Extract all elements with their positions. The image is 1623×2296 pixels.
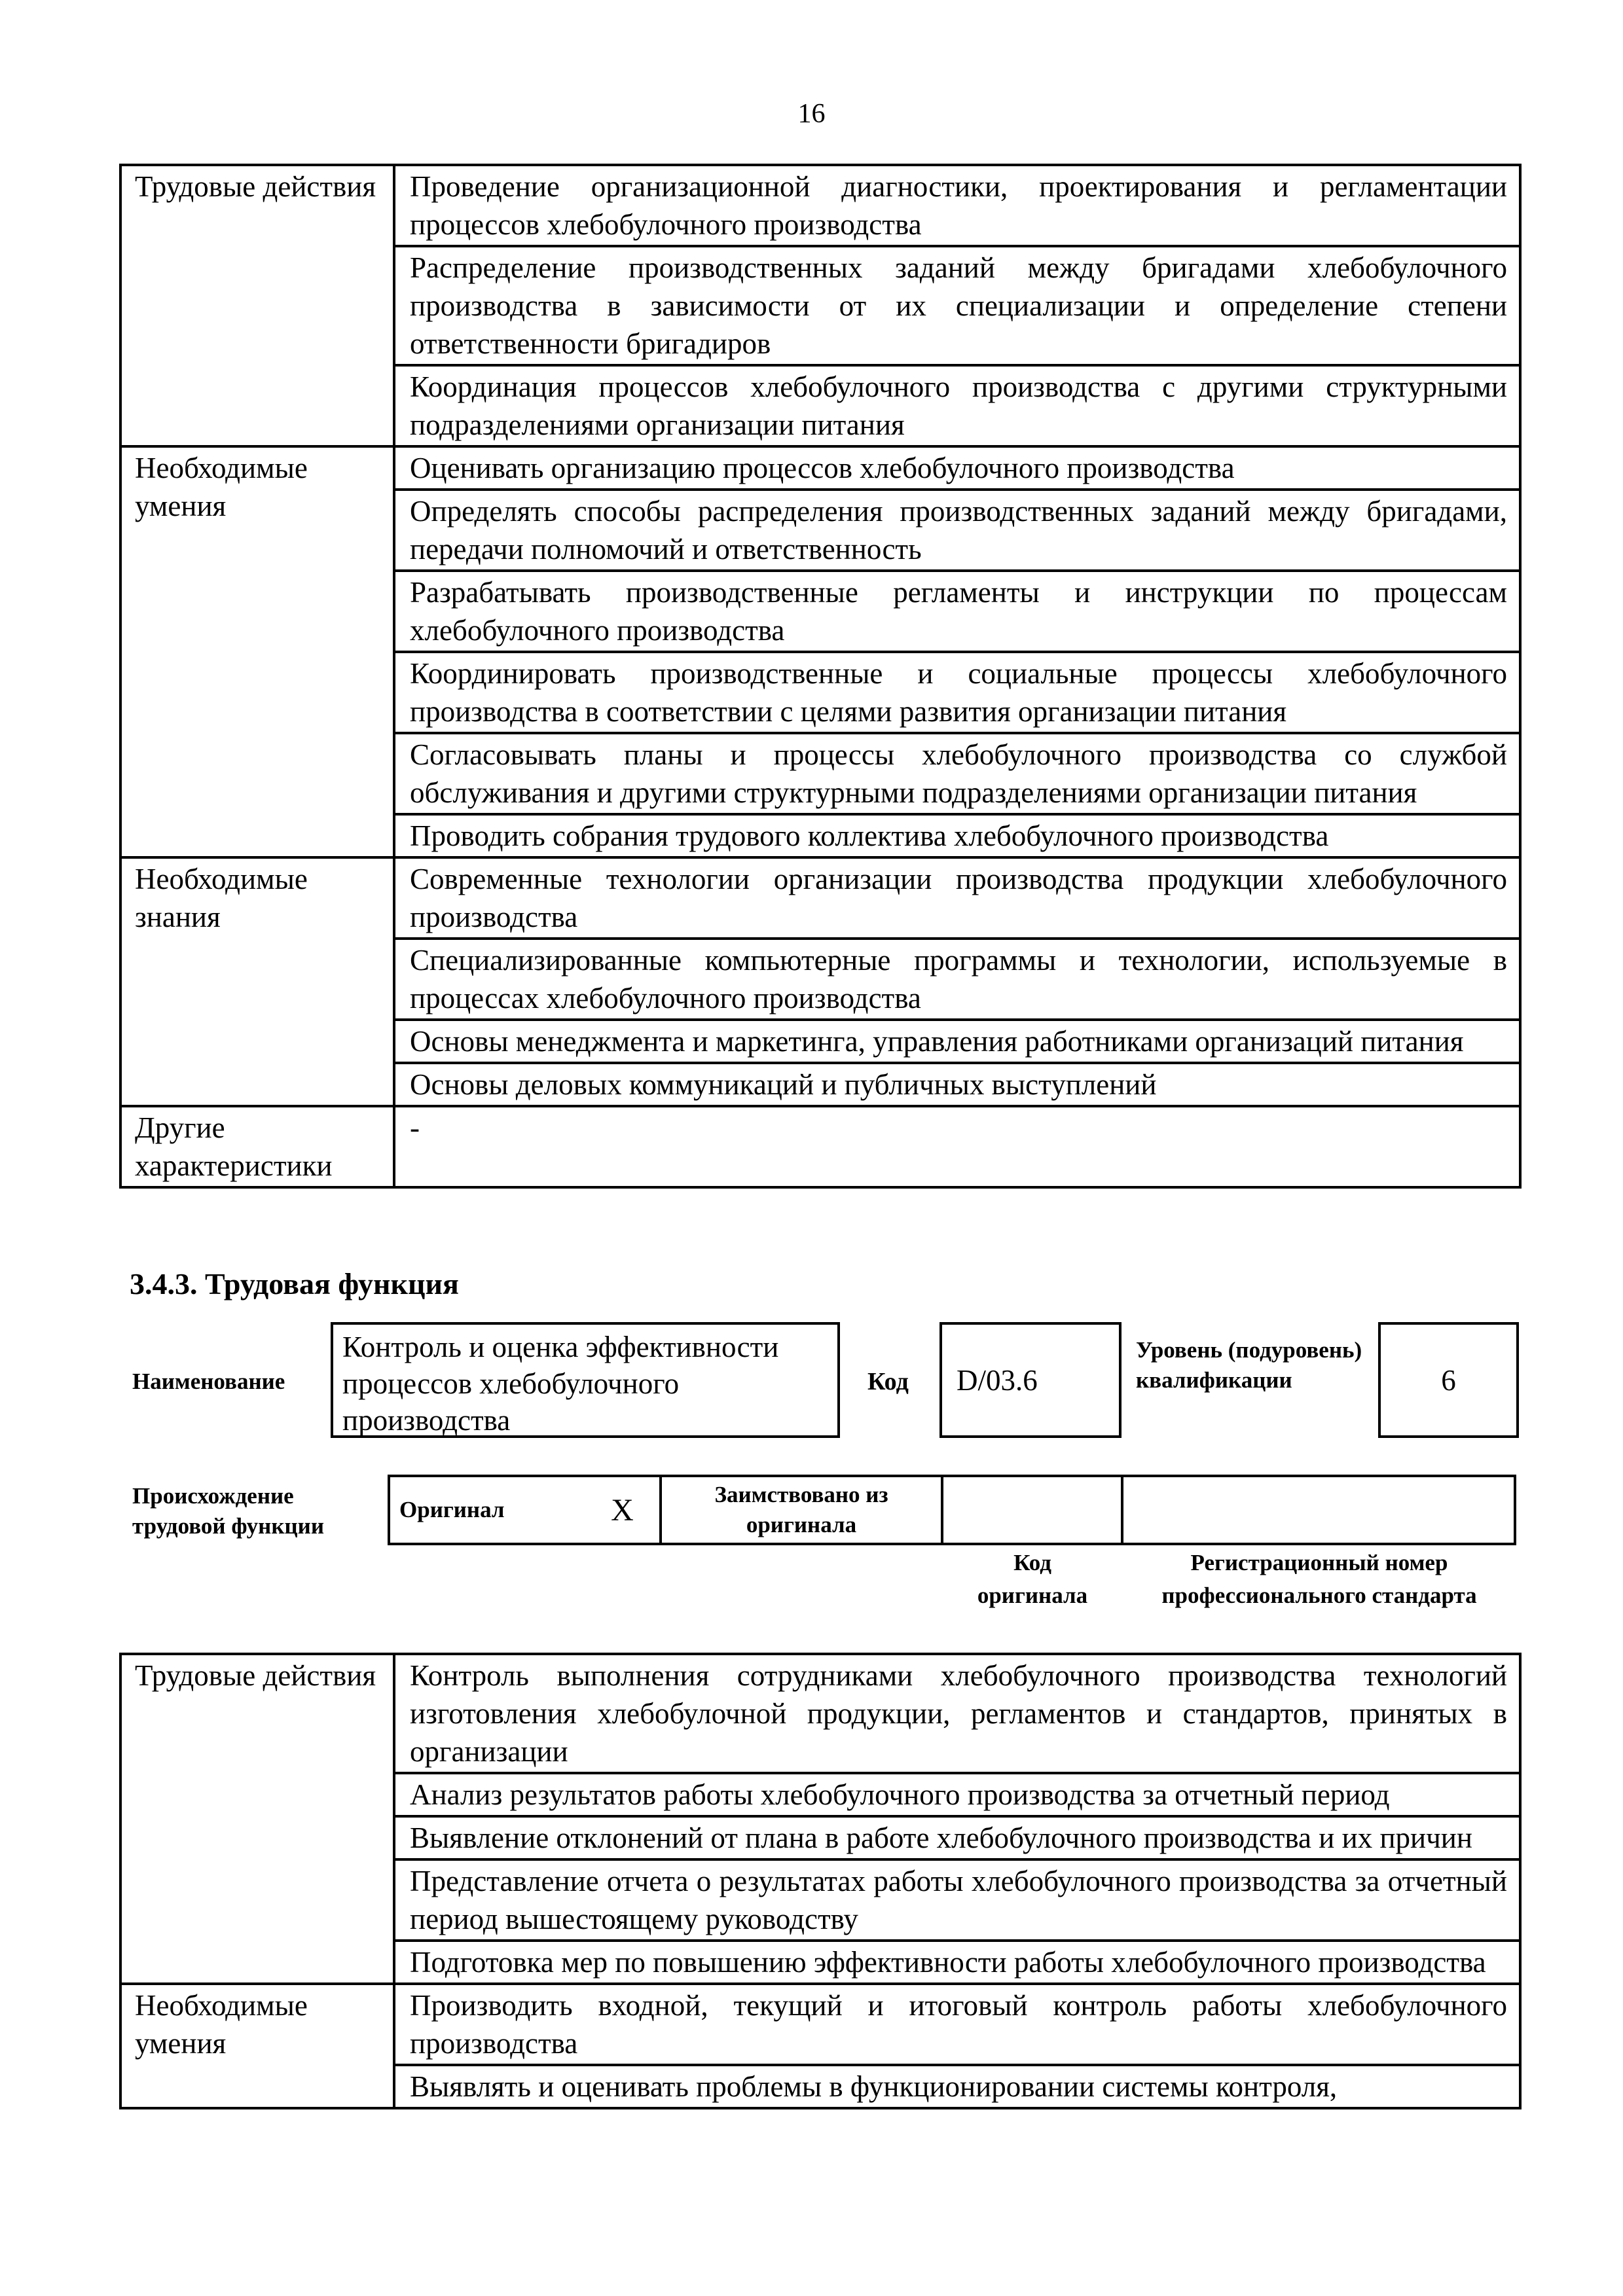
table-body — [120, 1654, 1520, 2108]
row-label: Другие характеристики — [120, 1106, 394, 1187]
row-item: Анализ результатов работы хлебобулочного производства за отчетный период — [394, 1773, 1520, 1816]
row-item: Распределение производственных заданий между бригадами хлебобулочного производства в зависимости от их специализации и определение степени ответственности бригадиров — [394, 246, 1520, 365]
origin-table — [388, 1475, 1516, 1545]
name-value-box — [331, 1322, 840, 1438]
borrowed-cell — [661, 1476, 942, 1544]
table-row — [120, 1654, 1520, 1773]
table-body — [120, 165, 1520, 1187]
row-item: Современные технологии организации производства продукции хлебобулочного производства — [394, 857, 1520, 939]
function-code: D/03.6 — [957, 1363, 1038, 1397]
row-item: Координировать производственные и социальные процессы хлебобулочного производства в соответствии с целями развития организации питания — [394, 652, 1520, 733]
table-competencies-2 — [119, 1653, 1522, 2109]
table-row — [120, 165, 1520, 246]
row-label: Необходимые знания — [120, 857, 394, 1106]
row-item: Разрабатывать производственные регламенты и инструкции по процессам хлебобулочного производства — [394, 571, 1520, 652]
level-value-box — [1378, 1322, 1519, 1438]
table-row — [120, 1106, 1520, 1187]
original-code-caption: Код оригинала — [977, 1550, 1088, 1608]
row-item: Основы деловых коммуникаций и публичных выступлений — [394, 1063, 1520, 1106]
row-item: Представление отчета о результатах работы хлебобулочного производства за отчетный период вышестоящему руководству — [394, 1859, 1520, 1941]
original-code-cell — [942, 1476, 1122, 1544]
row-label: Трудовые действия — [120, 1654, 394, 1984]
row-item: - — [394, 1106, 1520, 1187]
code-label: Код — [867, 1368, 909, 1395]
row-item: Выявлять и оценивать проблемы в функционировании системы контроля, — [394, 2065, 1520, 2108]
section-title: 3.4.3. Трудовая функция — [130, 1267, 459, 1300]
function-name: Контроль и оценка эффективности процессов хлебобулочного производства — [342, 1331, 779, 1437]
original-label: Оригинал — [399, 1497, 505, 1522]
row-label: Необходимые умения — [120, 1984, 394, 2108]
row-item: Специализированные компьютерные программы и технологии, используемые в процессах хлебобулочного производства — [394, 939, 1520, 1020]
page-number: 16 — [797, 99, 826, 129]
row-item: Основы менеджмента и маркетинга, управления работниками организаций питания — [394, 1020, 1520, 1063]
row-item: Контроль выполнения сотрудниками хлебобулочного производства технологий изготовления хлебобулочной продукции, регламентов и стандартов, принятых в организации — [394, 1654, 1520, 1773]
qualification-level: 6 — [1441, 1363, 1456, 1397]
original-mark: X — [611, 1492, 634, 1528]
row-item: Координация процессов хлебобулочного производства с другими структурными подразделениями организации питания — [394, 365, 1520, 446]
row-item: Подготовка мер по повышению эффективности работы хлебобулочного производства — [394, 1941, 1520, 1984]
row-item: Проведение организационной диагностики, проектирования и регламентации процессов хлебобулочного производства — [394, 165, 1520, 246]
row-item: Производить входной, текущий и итоговый контроль работы хлебобулочного производства — [394, 1984, 1520, 2065]
reg-number-caption: Регистрационный номер профессионального стандарта — [1161, 1550, 1477, 1608]
row-item: Оценивать организацию процессов хлебобулочного производства — [394, 446, 1520, 490]
borrowed-label: Заимствовано из оригинала — [714, 1482, 888, 1537]
row-label: Необходимые умения — [120, 446, 394, 857]
code-value-box — [939, 1322, 1122, 1438]
name-label: Наименование — [132, 1369, 285, 1394]
origin-label: Происхождение трудовой функции — [132, 1483, 325, 1539]
table-row — [120, 446, 1520, 490]
table-competencies-1 — [119, 164, 1522, 1189]
table-row — [120, 1984, 1520, 2065]
row-item: Выявление отклонений от плана в работе хлебобулочного производства и их причин — [394, 1816, 1520, 1859]
original-mark-cell — [585, 1476, 661, 1544]
row-item: Определять способы распределения производственных заданий между бригадами, передачи полномочий и ответственность — [394, 490, 1520, 571]
level-label: Уровень (подуровень) квалификации — [1136, 1337, 1362, 1393]
row-label: Трудовые действия — [120, 165, 394, 446]
row-item: Согласовывать планы и процессы хлебобулочного производства со службой обслуживания и другими структурными подразделениями организации питания — [394, 733, 1520, 814]
original-cell — [389, 1476, 585, 1544]
table-row — [120, 857, 1520, 939]
reg-number-cell — [1122, 1476, 1515, 1544]
row-item: Проводить собрания трудового коллектива хлебобулочного производства — [394, 814, 1520, 857]
